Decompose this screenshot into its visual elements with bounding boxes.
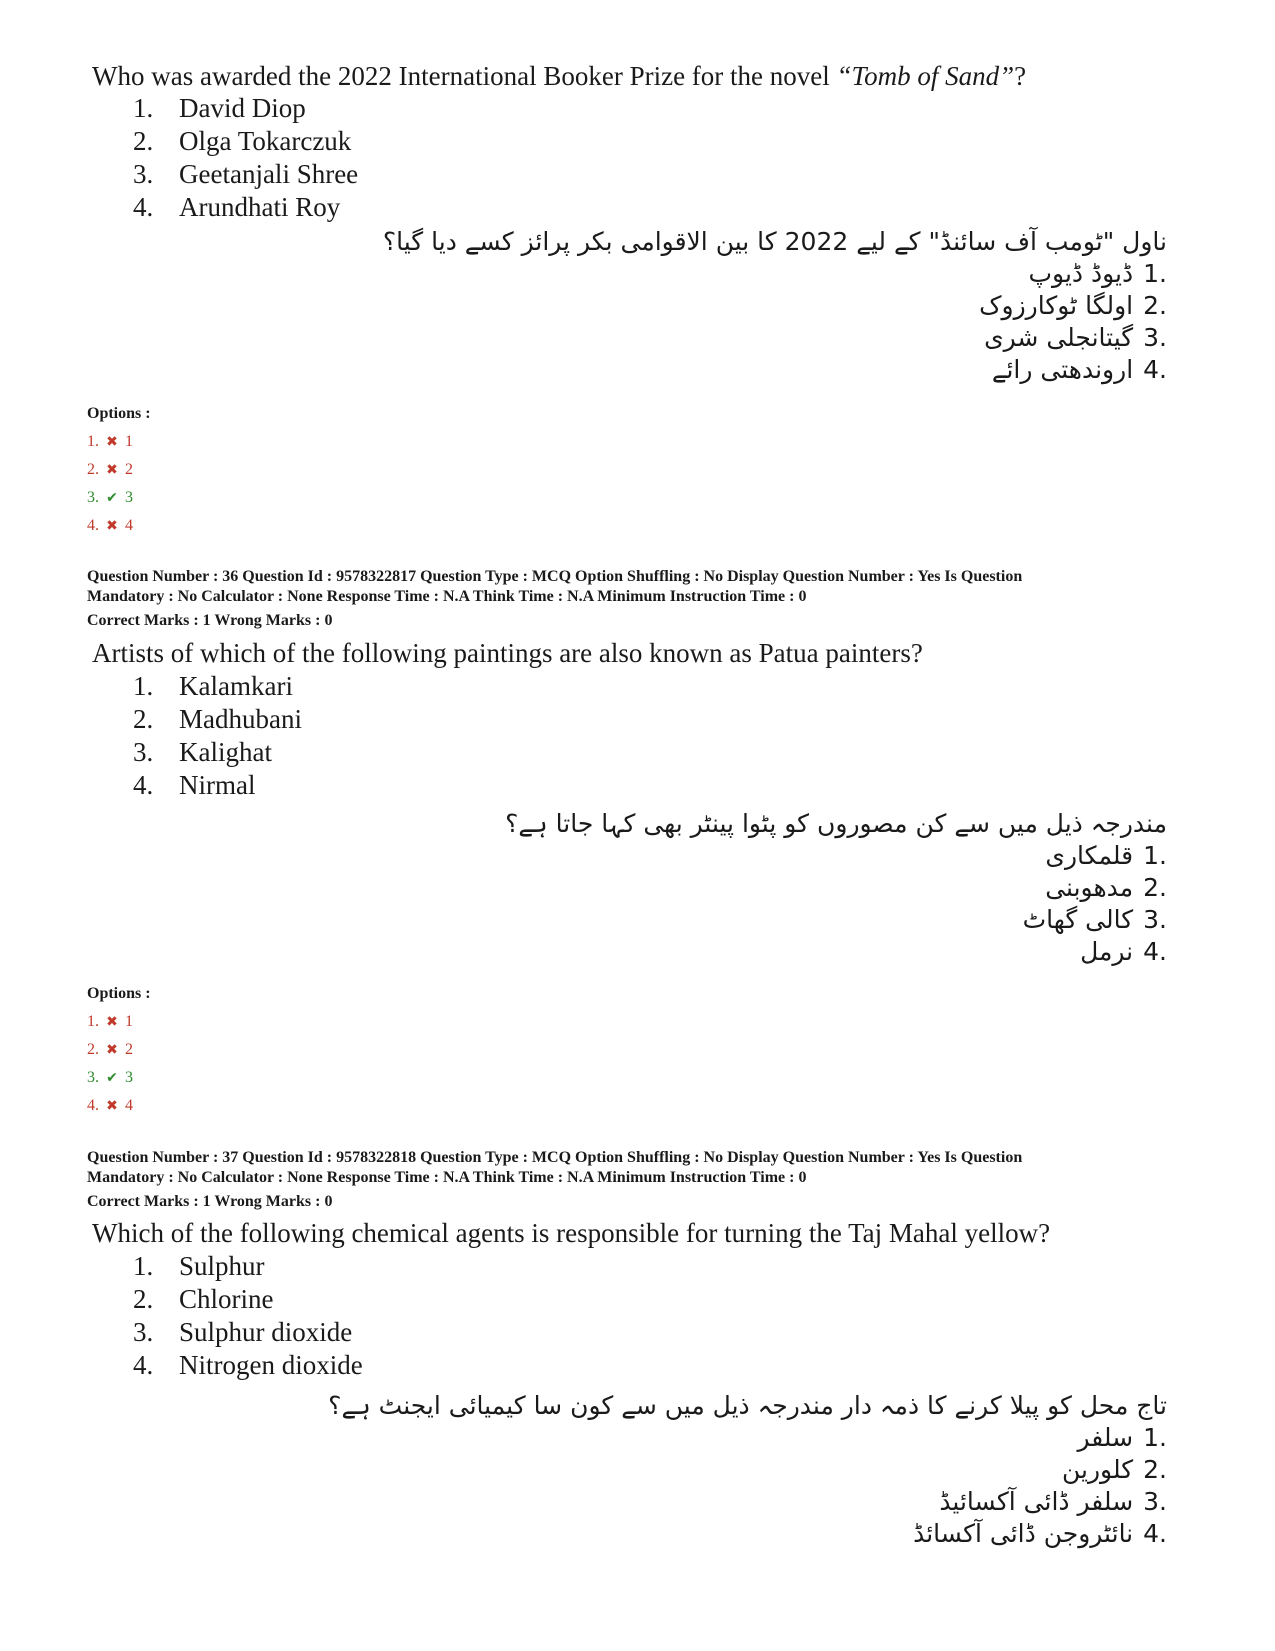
option-ur: 3.گیتانجلی شری [984, 323, 1167, 352]
question-37-options-en [133, 1250, 363, 1382]
option-ur: 2.مدھوبنی [1045, 873, 1167, 902]
novel-title: “Tomb of Sand” [836, 61, 1015, 91]
option-ur: 3.کالی گھاٹ [1022, 905, 1167, 934]
check-icon: ✔ [106, 490, 118, 506]
option-ur: 3.سلفر ڈائی آکسائیڈ [939, 1487, 1167, 1516]
option-ur: 1.سلفر [1077, 1423, 1167, 1452]
option-ur: 4.نائٹروجن ڈائی آکسائڈ [913, 1519, 1167, 1548]
option-en: 2. Olga Tokarczuk [133, 126, 352, 156]
wrong-icon: ✖ [106, 1098, 118, 1114]
option-ur: 2.اولگا ٹوکارزوک [979, 291, 1167, 320]
answer-option: 3. ✔ 3 [87, 1064, 133, 1092]
option-en: 2. Madhubani [133, 704, 302, 734]
check-icon: ✔ [106, 1070, 118, 1086]
option-ur: 4.اروندھتی رائے [991, 355, 1167, 384]
option-en: 4. Nitrogen dioxide [133, 1350, 363, 1380]
question-urdu-text: مندرجہ ذیل میں سے کن مصوروں کو پٹوا پینٹر بھی کہا جاتا ہے؟ [505, 809, 1167, 838]
question-37-text: Which of the following chemical agents is responsible for turning the Taj Mahal yellow? [92, 1218, 1051, 1248]
option-ur: 1.قلمکاری [1045, 841, 1167, 870]
question-36-meta: Question Number : 36 Question Id : 9578322817 Question Type : MCQ Option Shuffling : No Display Question Number : Yes Is Question Mandatory : No Calculator : None Response Time : N.A Think Time : N.A Minimum Instruction Time : 0 [87, 568, 1023, 605]
question-36-urdu [505, 808, 1167, 968]
option-en: 1. Sulphur [133, 1251, 265, 1281]
option-en: 4. Nirmal [133, 770, 256, 800]
question-36-options-en [133, 670, 302, 802]
answer-option: 2. ✖ 2 [87, 1036, 133, 1064]
option-ur: 1.ڈیوڈ ڈیوپ [1028, 259, 1167, 288]
answer-option: 2. ✖ 2 [87, 456, 133, 484]
answer-key [87, 428, 133, 540]
option-en: 4. Arundhati Roy [133, 192, 341, 222]
wrong-icon: ✖ [106, 1042, 118, 1058]
answer-option: 4. ✖ 4 [87, 1092, 133, 1120]
question-35-options-en [133, 92, 358, 224]
option-en: 1. Kalamkari [133, 671, 293, 701]
question-urdu-text: تاج محل کو پیلا کرنے کا ذمہ دار مندرجہ ذیل میں سے کون سا کیمیائی ایجنٹ ہے؟ [328, 1391, 1167, 1420]
question-37-meta: Question Number : 37 Question Id : 9578322818 Question Type : MCQ Option Shuffling : No Display Question Number : Yes Is Question Mandatory : No Calculator : None Response Time : N.A Think Time : N.A Minimum Instruction Time : 0 [87, 1149, 1023, 1186]
question-urdu-text: ناول "ٹومب آف سائنڈ" کے لیے 2022 کا بین الاقوامی بکر پرائز کسے دیا گیا؟ [382, 227, 1167, 256]
answer-option: 1. ✖ 1 [87, 1008, 133, 1036]
option-en: 1. David Diop [133, 93, 306, 123]
question-36-text: Artists of which of the following paintings are also known as Patua painters? [92, 638, 923, 668]
question-36-marks: Correct Marks : 1 Wrong Marks : 0 [87, 612, 333, 629]
option-en: 2. Chlorine [133, 1284, 274, 1314]
options-label: Options : [87, 405, 151, 422]
option-en: 3. Sulphur dioxide [133, 1317, 353, 1347]
wrong-icon: ✖ [106, 1014, 118, 1030]
options-label: Options : [87, 985, 151, 1002]
answer-key [87, 1008, 133, 1120]
option-ur: 2.کلورین [1061, 1455, 1167, 1484]
wrong-icon: ✖ [106, 434, 118, 450]
option-en: 3. Geetanjali Shree [133, 159, 359, 189]
question-35-urdu [383, 226, 1167, 386]
answer-option: 1. ✖ 1 [87, 428, 133, 456]
wrong-icon: ✖ [106, 462, 118, 478]
option-en: 3. Kalighat [133, 737, 272, 767]
option-ur: 4.نرمل [1080, 937, 1167, 966]
question-37-urdu [328, 1390, 1167, 1550]
wrong-icon: ✖ [106, 518, 118, 534]
answer-option: 3. ✔ 3 [87, 484, 133, 512]
question-37-marks: Correct Marks : 1 Wrong Marks : 0 [87, 1193, 333, 1210]
question-35-text: Who was awarded the 2022 International Booker Prize for the novel “Tomb of Sand”? [92, 61, 1027, 91]
answer-option: 4. ✖ 4 [87, 512, 133, 540]
